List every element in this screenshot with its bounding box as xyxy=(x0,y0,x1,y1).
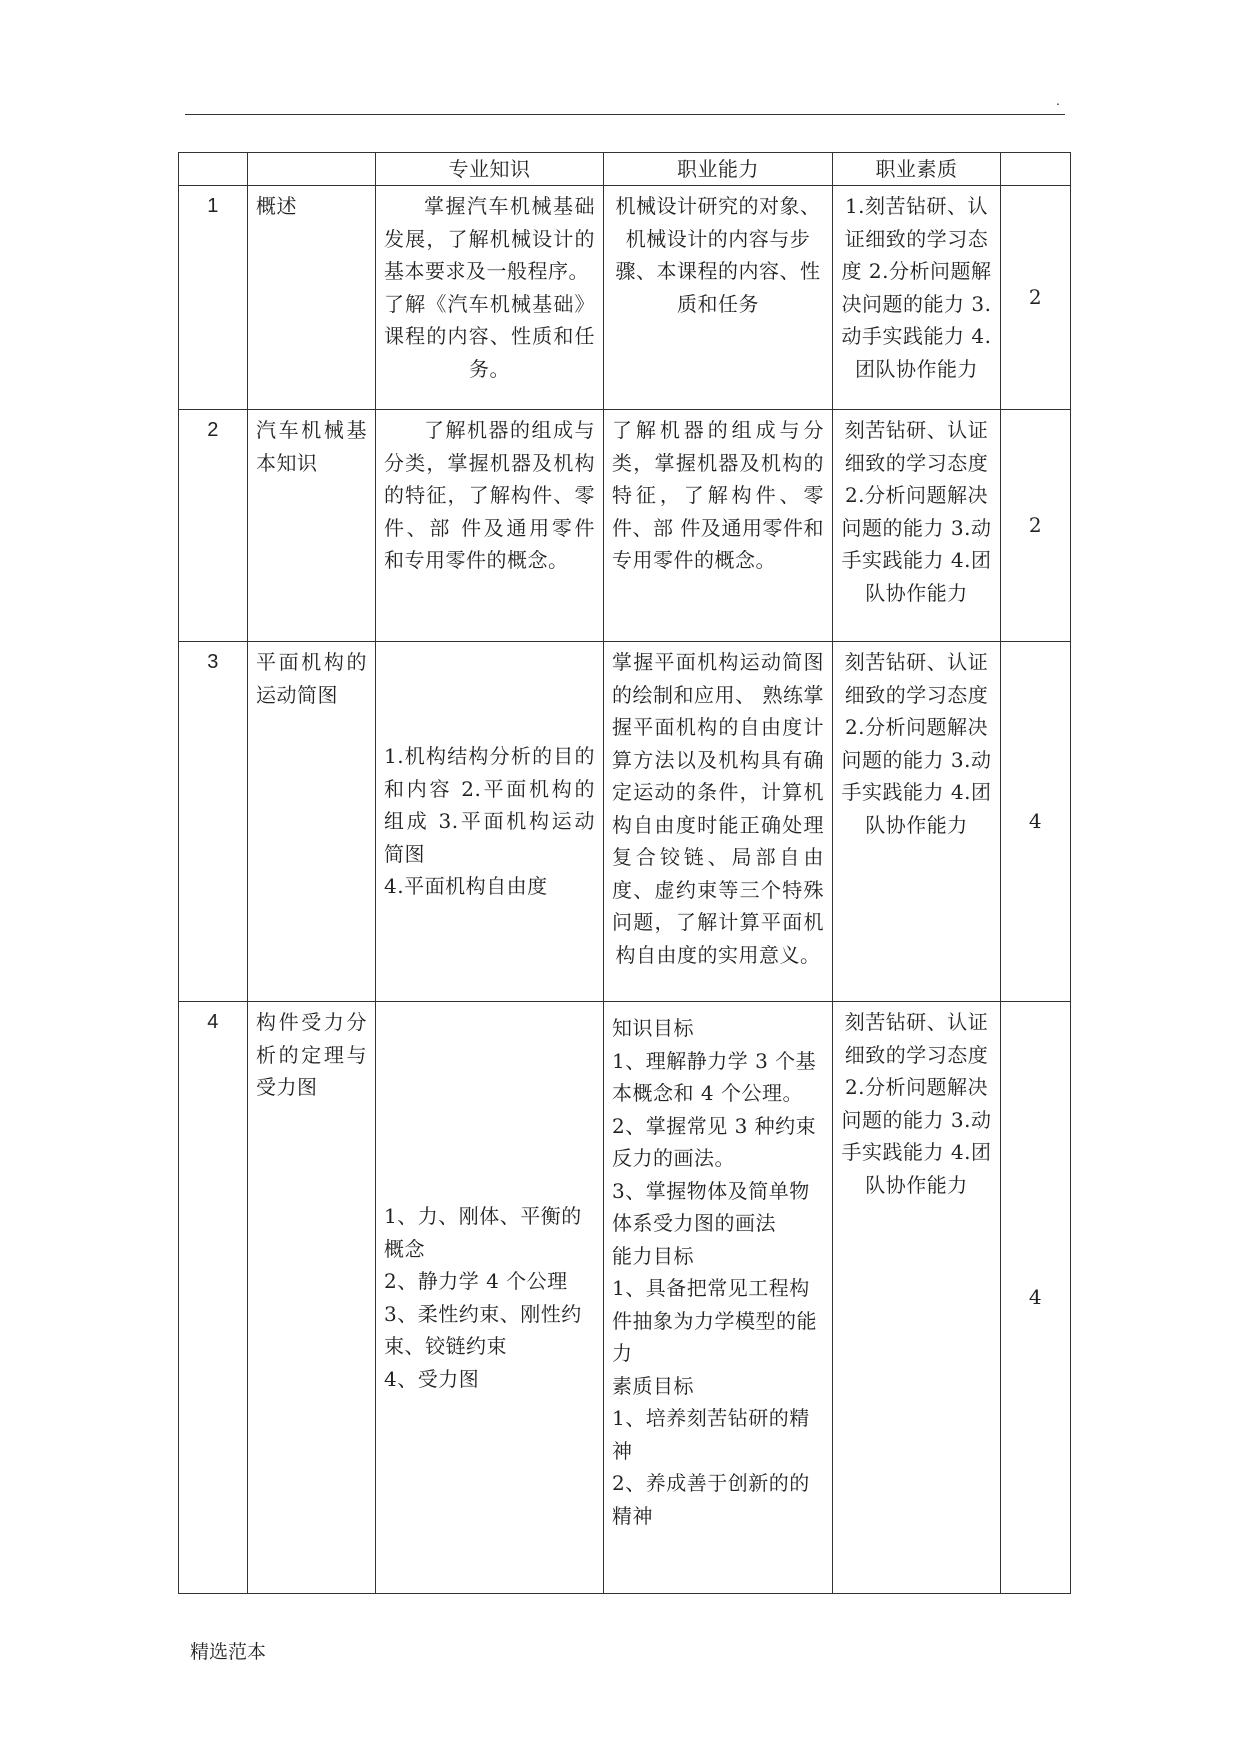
header-rule xyxy=(185,114,1065,115)
row-topic: 概述 xyxy=(248,186,376,410)
footer-text: 精选范本 xyxy=(190,1641,267,1663)
knowledge-line: 1.机构结构分析的目的和内容 2.平面机构的组成 3.平面机构运动简图 xyxy=(384,744,595,866)
ability-line: 素质目标 xyxy=(612,1373,694,1398)
row-hours: 4 xyxy=(1001,1002,1071,1594)
row-number: 3 xyxy=(179,642,248,1002)
row-number: 1 xyxy=(179,186,248,410)
row-knowledge xyxy=(376,1002,604,1594)
header-cell-topic xyxy=(248,153,376,186)
ability-line: 机械设计研究的对象、机械设计的内容与步骤、本课程的内容、性质和任务 xyxy=(615,194,821,316)
row-quality: 刻苦钻研、认证细致的学习态度 2.分析问题解决问题的能力 3.动手实践能力 4.团队协作能力 xyxy=(833,642,1001,1002)
ability-line: 掌握平面机构运动简图的绘制和应用、 熟练掌握平面机构的自由度计算方法以及机构具有确定运动的条件，计算机构自由度时能正确处理复合铰链、局部自由度、虚约束等三个特殊问题，了解计算平面机构自由度的实用意义。 xyxy=(612,650,824,967)
knowledge-line: 4、受力图 xyxy=(384,1366,480,1391)
ability-line: 2、掌握常见 3 种约束反力的画法。 xyxy=(612,1113,817,1170)
ability-line: 1、理解静力学 3 个基本概念和 4 个公理。 xyxy=(612,1048,817,1105)
header-cell-hours xyxy=(1001,153,1071,186)
row-ability xyxy=(604,410,833,642)
row-knowledge xyxy=(376,186,604,410)
row-number: 4 xyxy=(179,1002,248,1594)
row-ability xyxy=(604,1002,833,1594)
knowledge-line: 4.平面机构自由度 xyxy=(384,874,548,899)
row-knowledge xyxy=(376,642,604,1002)
table-row xyxy=(179,410,1071,642)
knowledge-line: 掌握汽车机械基础发展，了解机械设计的基本要求及一般程序。 xyxy=(384,194,595,283)
table-header-row xyxy=(179,153,1071,186)
row-hours: 2 xyxy=(1001,410,1071,642)
row-quality: 1.刻苦钻研、认证细致的学习态度 2.分析问题解决问题的能力 3.动手实践能力 4.团队协作能力 xyxy=(833,186,1001,410)
ability-line: 能力目标 xyxy=(612,1243,694,1268)
ability-line: 1、具备把常见工程构件抽象为力学模型的能力 xyxy=(612,1276,817,1365)
row-topic: 平面机构的运动简图 xyxy=(248,642,376,1002)
table-row xyxy=(179,642,1071,1002)
knowledge-line: 了解《汽车机械基础》课程的内容、性质和任务。 xyxy=(384,291,595,381)
row-topic: 汽车机械基本知识 xyxy=(248,410,376,642)
row-ability xyxy=(604,186,833,410)
ability-line: 3、掌握物体及简单物体系受力图的画法 xyxy=(612,1178,810,1235)
row-quality: 刻苦钻研、认证细致的学习态度 2.分析问题解决问题的能力 3.动手实践能力 4.团队协作能力 xyxy=(833,1002,1001,1594)
row-ability xyxy=(604,642,833,1002)
ability-line: 2、养成善于创新的的精神 xyxy=(612,1471,810,1528)
header-cell-number xyxy=(179,153,248,186)
row-hours: 4 xyxy=(1001,642,1071,1002)
course-table xyxy=(178,152,1071,1594)
knowledge-line: 1、力、刚体、平衡的概念 xyxy=(384,1204,582,1261)
row-quality: 刻苦钻研、认证细致的学习态度 2.分析问题解决问题的能力 3.动手实践能力 4.团队协作能力 xyxy=(833,410,1001,642)
ability-line: 知识目标 xyxy=(612,1016,694,1040)
header-cell-knowledge: 专业知识 xyxy=(376,153,604,186)
table-row xyxy=(179,1002,1071,1594)
row-hours: 2 xyxy=(1001,186,1071,410)
header-mark: . xyxy=(1056,92,1060,108)
row-number: 2 xyxy=(179,410,248,642)
knowledge-line: 3、柔性约束、刚性约束、铰链约束 xyxy=(384,1301,582,1358)
knowledge-line: 2、静力学 4 个公理 xyxy=(384,1269,568,1293)
row-knowledge xyxy=(376,410,604,642)
header-cell-ability: 职业能力 xyxy=(604,153,833,186)
knowledge-line: 了解机器的组成与分类，掌握机器及机构的特征，了解构件、零件、部 件及通用零件和专用零件的概念。 xyxy=(384,418,595,572)
header-cell-quality: 职业素质 xyxy=(833,153,1001,186)
ability-line: 1、培养刻苦钻研的精神 xyxy=(612,1406,810,1463)
row-topic: 构件受力分析的定理与受力图 xyxy=(248,1002,376,1594)
table-row xyxy=(179,186,1071,410)
ability-line: 了解机器的组成与分类，掌握机器及机构的特征，了解构件、零件、部 件及通用零件和专用零件的概念。 xyxy=(612,418,824,572)
